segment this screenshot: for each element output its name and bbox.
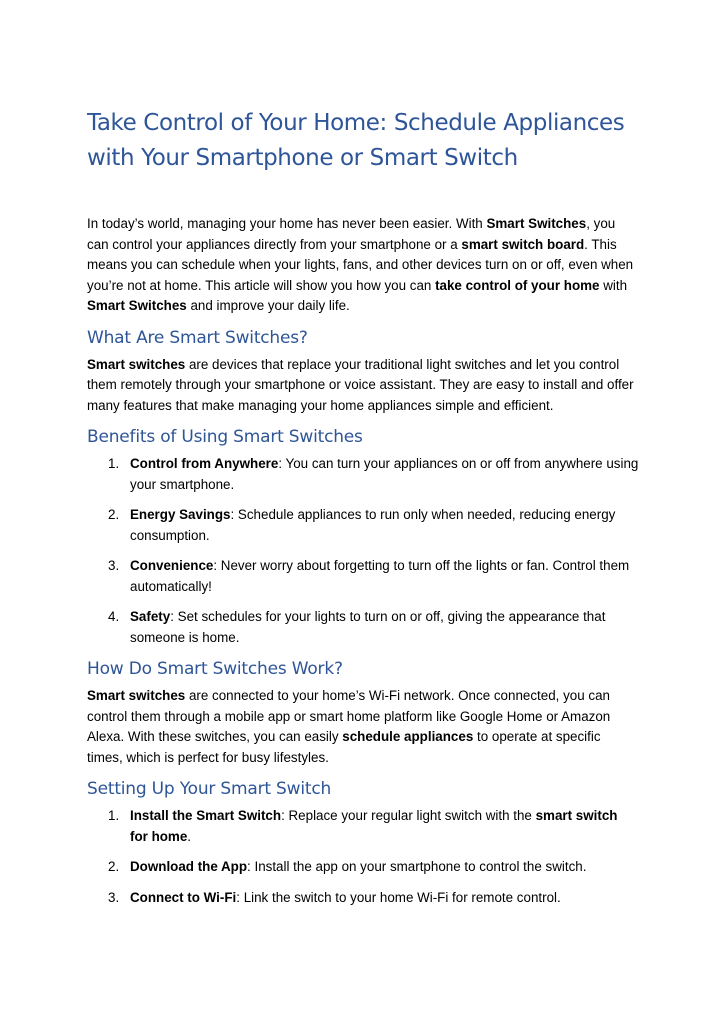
list-item-number: 1.: [108, 456, 120, 471]
list-item: [87, 505, 639, 546]
list-item: [87, 888, 639, 909]
text-run: : Link the switch to your home Wi-Fi for remote control.: [236, 889, 561, 905]
text-run: and improve your daily life.: [186, 298, 350, 313]
text-run: .: [187, 828, 192, 844]
numbered-list: [87, 806, 639, 908]
bold-text: Smart switches: [87, 356, 186, 372]
numbered-list: [87, 454, 639, 648]
list-item-number: 2.: [108, 507, 120, 522]
list-item: [87, 857, 639, 878]
list-item: [87, 454, 639, 495]
bold-text: Smart Switches: [87, 298, 187, 313]
text-run: In today’s world, managing your home has never been easier. With: [87, 216, 487, 231]
list-item: [87, 607, 639, 648]
bold-text: smart switch board: [461, 236, 585, 252]
text-run: : You can turn your appliances on or off from anywhere using your smartphone.: [130, 456, 639, 492]
bold-text: Convenience: [130, 558, 214, 573]
document-page: [87, 106, 639, 918]
bold-text: schedule appliances: [342, 729, 474, 744]
list-item-number: 3.: [108, 889, 120, 905]
bold-text: Energy Savings: [130, 507, 231, 522]
text-run: : Set schedules for your lights to turn on or off, giving the appearance that someone is home.: [130, 609, 606, 645]
bold-text: smart switch for home: [130, 808, 618, 844]
text-run: with: [599, 277, 628, 293]
list-item-number: 4.: [108, 609, 120, 624]
list-item-number: 3.: [108, 558, 120, 573]
bold-text: Safety: [130, 609, 171, 624]
intro-paragraph: [87, 214, 639, 317]
list-item-number: 1.: [108, 808, 120, 823]
sections-container: [87, 327, 639, 909]
bold-text: Connect to Wi-Fi: [130, 889, 237, 905]
section-heading: What Are Smart Switches?: [87, 327, 308, 348]
text-run: , you can control your appliances directly from your smartphone or a: [87, 216, 616, 252]
section-heading: Setting Up Your Smart Switch: [87, 779, 332, 799]
section-heading: How Do Smart Switches Work?: [87, 659, 343, 679]
page-title: Take Control of Your Home: Schedule Appliances with Your Smartphone or Smart Switch: [87, 110, 625, 171]
bold-text: take control of your home: [435, 277, 600, 293]
text-run: are devices that replace your traditional light switches and let you control them remotely through your smartphone or voice assistant. They are easy to install and offer many features that make managing your home appliances simple and efficient.: [87, 356, 634, 413]
bold-text: Control from Anywhere: [130, 456, 279, 471]
text-run: : Install the app on your smartphone to control the switch.: [247, 859, 587, 874]
section-heading: Benefits of Using Smart Switches: [87, 427, 363, 447]
section-paragraph: [87, 355, 639, 417]
text-run: to operate at specific times, which is perfect for busy lifestyles.: [87, 729, 601, 765]
text-run: are connected to your home’s Wi-Fi network. Once connected, you can control them through a mobile app or smart home platform like Google Home or Amazon Alexa. With these switches, you can easily: [87, 688, 611, 744]
list-item: [87, 806, 639, 847]
text-run: : Schedule appliances to run only when needed, reducing energy consumption.: [130, 507, 616, 543]
text-run: : Never worry about forgetting to turn off the lights or fan. Control them automatically!: [130, 558, 630, 594]
text-run: . This means you can schedule when your lights, fans, and other devices turn on or off, even when you’re not at home. This article will show you how you can: [87, 236, 634, 293]
bold-text: Smart Switches: [486, 216, 587, 231]
bold-text: Download the App: [130, 859, 248, 874]
bold-text: Smart switches: [87, 688, 186, 703]
list-item: [87, 556, 639, 597]
section-paragraph: [87, 686, 639, 768]
list-item-number: 2.: [108, 859, 120, 874]
bold-text: Install the Smart Switch: [130, 808, 282, 823]
text-run: : Replace your regular light switch with the: [281, 808, 536, 823]
